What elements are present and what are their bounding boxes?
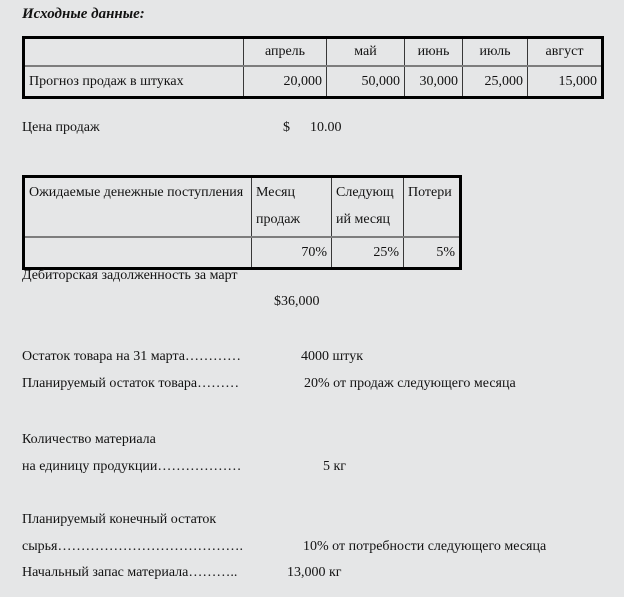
sales-data-row [24, 66, 603, 98]
sales-value-july: 25,000 [463, 66, 528, 98]
receipts-header-row [24, 177, 461, 238]
info-line-planned-ending-title [22, 512, 616, 530]
receipts-data-row [24, 237, 461, 269]
receipts-value-next-month: 25% [332, 237, 404, 269]
currency-symbol: $ [283, 120, 290, 135]
info-line-value: 20% от продаж следующего месяца [304, 376, 516, 391]
month-header-august: август [528, 38, 603, 67]
info-line-label: Остаток товара на 31 марта………… [22, 349, 241, 364]
receivables-line [22, 268, 616, 286]
receivables-label: Дебиторская задолженность за март [22, 268, 238, 283]
info-line-label: Планируемый остаток товара……… [22, 376, 240, 391]
month-header-july: июль [463, 38, 528, 67]
info-line-value: 13,000 кг [287, 565, 342, 580]
info-line-material-qty-title [22, 432, 616, 450]
price-value: 10.00 [310, 120, 342, 135]
receipts-header-title: Ожидаемые денежные поступления [24, 177, 252, 238]
receipts-value-sale-month: 70% [252, 237, 332, 269]
info-line-per-unit [22, 459, 616, 477]
info-line-label: Планируемый конечный остаток [22, 512, 217, 527]
info-line-raw-materials [22, 539, 616, 557]
sales-value-april: 20,000 [244, 66, 327, 98]
info-line-value: 5 кг [323, 459, 347, 474]
sales-forecast-table [22, 36, 604, 99]
receivables-amount: $36,000 [274, 294, 320, 309]
page-title: Исходные данные: [22, 6, 145, 22]
info-line-label: на единицу продукции……………… [22, 459, 242, 474]
info-line-goods-march31 [22, 349, 616, 367]
info-line-label: Количество материала [22, 432, 156, 447]
month-header-may: май [327, 38, 405, 67]
receipts-value-losses: 5% [404, 237, 461, 269]
sales-value-june: 30,000 [405, 66, 463, 98]
receipts-header-next-month: Следующий месяц [332, 177, 404, 238]
receipts-blank-cell [24, 237, 252, 269]
sales-row-label: Прогноз продаж в штуках [24, 66, 244, 98]
sales-header-row [24, 38, 603, 67]
month-header-april: апрель [244, 38, 327, 67]
receipts-header-losses: Потери [404, 177, 461, 238]
sales-value-may: 50,000 [327, 66, 405, 98]
corner-cell [24, 38, 244, 67]
expected-receipts-table [22, 175, 462, 270]
info-line-value: 10% от потребности следующего месяца [303, 539, 547, 554]
price-line [22, 120, 616, 138]
receipts-header-sale-month: Месяц продаж [252, 177, 332, 238]
info-line-label: сырья…………………………………. [22, 539, 243, 554]
info-line-planned-goods [22, 376, 616, 394]
receivables-amount-line [22, 294, 616, 312]
info-line-value: 4000 штук [301, 349, 364, 364]
info-line-initial-stock [22, 565, 616, 583]
month-header-june: июнь [405, 38, 463, 67]
info-line-label: Начальный запас материала……….. [22, 565, 238, 580]
sales-value-august: 15,000 [528, 66, 603, 98]
price-label: Цена продаж [22, 120, 100, 135]
